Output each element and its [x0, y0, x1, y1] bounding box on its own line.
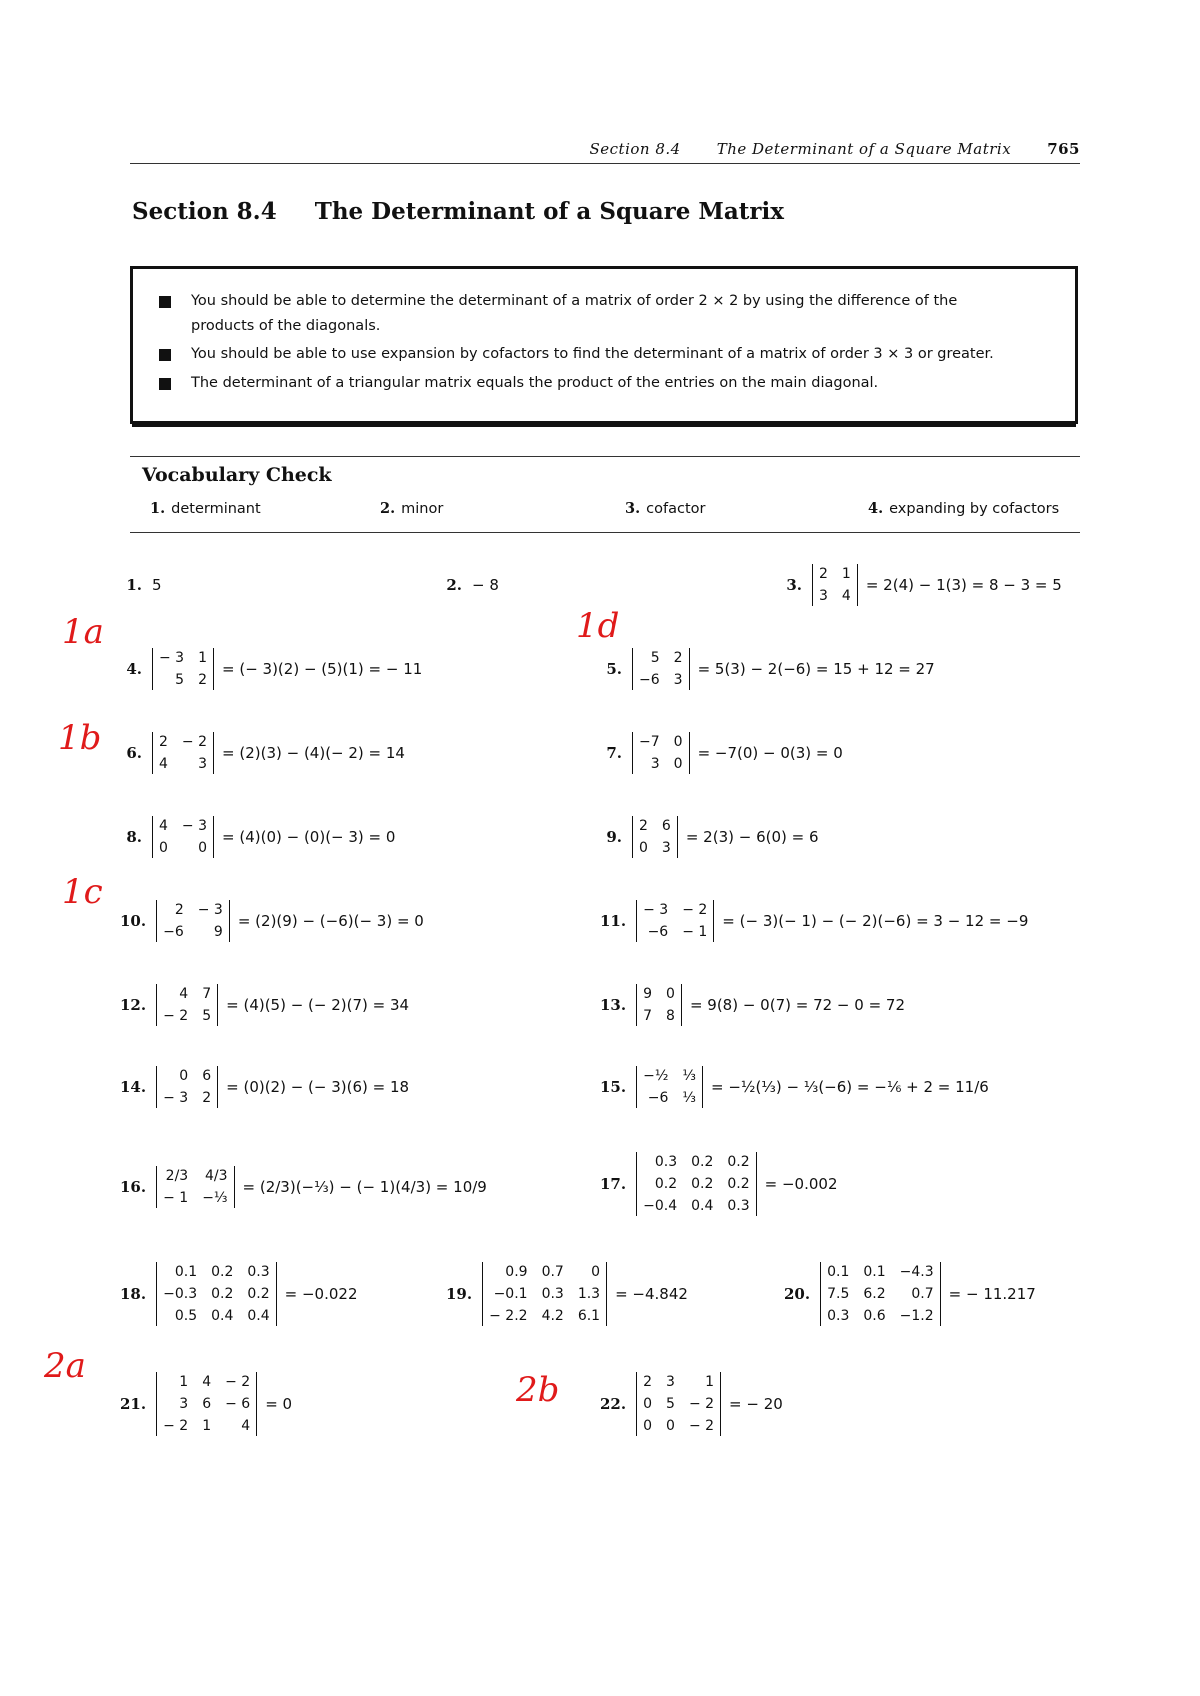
matrix-entry: − 6: [225, 1396, 251, 1412]
matrix-entry: −4.3: [899, 1264, 934, 1280]
matrix-entry: 1: [198, 650, 208, 666]
exercise-4: [120, 648, 422, 690]
determinant-matrix: [636, 1152, 757, 1216]
matrix-entry: 2: [819, 566, 828, 582]
exercise-number: 14.: [120, 1078, 147, 1096]
matrix-entry: 0: [159, 840, 168, 856]
exercise-12: [120, 984, 409, 1026]
section-name: The Determinant of a Square Matrix: [314, 198, 784, 225]
matrix-entry: 7.5: [827, 1286, 850, 1302]
exercise-3: [780, 564, 1062, 606]
matrix-entry: 2: [198, 672, 208, 688]
exercise-8: [120, 816, 395, 858]
matrix-entry: 2: [174, 902, 184, 918]
matrix-entry: 7: [202, 986, 212, 1002]
vocab-item: 2. minor: [380, 500, 444, 517]
matrix-entry: 0: [643, 1396, 653, 1412]
running-header-section: Section 8.4: [589, 140, 681, 158]
matrix-entry: −6: [639, 672, 660, 688]
vocab-top-rule: [130, 456, 1080, 457]
exercise-number: 5.: [606, 660, 622, 678]
matrix-entry: − 3: [159, 650, 185, 666]
exercise-number: 8.: [126, 828, 142, 846]
handwritten-note: 2b: [516, 1370, 560, 1410]
exercise-answer: = (2)(9) − (−6)(− 3) = 0: [237, 912, 424, 930]
matrix-entry: 0.2: [727, 1154, 750, 1170]
determinant-matrix: [156, 1262, 277, 1326]
matrix-entry: −⅓: [202, 1190, 228, 1206]
matrix-entry: 0: [666, 986, 675, 1002]
vocab-item: 1. determinant: [150, 500, 261, 517]
matrix-entry: − 2: [688, 1396, 715, 1412]
exercise-2: [440, 576, 499, 594]
matrix-entry: − 2: [163, 1008, 189, 1024]
matrix-entry: − 1: [163, 1190, 189, 1206]
matrix-entry: 0.2: [691, 1176, 714, 1192]
exercise-answer: = (− 3)(2) − (5)(1) = − 11: [222, 660, 423, 678]
matrix-entry: − 2: [225, 1374, 251, 1390]
exercise-answer: = (4)(5) − (− 2)(7) = 34: [226, 996, 410, 1014]
handwritten-note: 1c: [62, 872, 103, 912]
matrix-entry: −6: [163, 924, 184, 940]
matrix-entry: 0.4: [247, 1308, 270, 1324]
exercise-number: 12.: [120, 996, 147, 1014]
matrix-entry: 4: [241, 1418, 251, 1434]
matrix-entry: 0.2: [247, 1286, 270, 1302]
matrix-entry: 0: [673, 734, 683, 750]
matrix-entry: − 3: [163, 1090, 189, 1106]
determinant-matrix: [632, 648, 690, 690]
matrix-entry: 0: [639, 840, 648, 856]
matrix-entry: 0.3: [541, 1286, 564, 1302]
matrix-entry: 0.3: [727, 1198, 750, 1214]
matrix-entry: 0.2: [691, 1154, 714, 1170]
matrix-entry: 0: [591, 1264, 601, 1280]
matrix-entry: 0.2: [211, 1264, 234, 1280]
determinant-matrix: [812, 564, 858, 606]
matrix-entry: 2/3: [165, 1168, 189, 1184]
handwritten-note: 1a: [62, 612, 104, 652]
matrix-entry: − 3: [643, 902, 669, 918]
matrix-entry: 6: [661, 818, 671, 834]
matrix-entry: 3: [198, 756, 208, 772]
matrix-entry: 2: [673, 650, 683, 666]
matrix-entry: 5: [650, 650, 660, 666]
matrix-entry: 6.2: [863, 1286, 886, 1302]
exercise-number: 11.: [600, 912, 627, 930]
vocab-bottom-rule: [130, 532, 1080, 533]
exercise-answer: − 8: [472, 576, 499, 594]
exercise-21: [120, 1372, 292, 1436]
determinant-matrix: [156, 984, 218, 1026]
matrix-entry: −6: [647, 924, 669, 940]
objectives-box: [130, 266, 1078, 424]
vocab-item: 4. expanding by cofactors: [868, 500, 1060, 517]
matrix-entry: 2: [643, 1374, 653, 1390]
exercise-number: 21.: [120, 1395, 147, 1413]
exercise-answer: = (2)(3) − (4)(− 2) = 14: [222, 744, 405, 762]
matrix-entry: 0.4: [211, 1308, 234, 1324]
matrix-entry: 0.5: [174, 1308, 198, 1324]
matrix-entry: − 2: [163, 1418, 189, 1434]
matrix-entry: − 2.2: [489, 1308, 528, 1324]
matrix-entry: 4: [159, 818, 168, 834]
exercise-9: [600, 816, 819, 858]
matrix-entry: 0.3: [247, 1264, 270, 1280]
exercise-number: 10.: [120, 912, 147, 930]
determinant-matrix: [636, 984, 682, 1026]
matrix-entry: 2: [639, 818, 648, 834]
matrix-entry: 0.3: [654, 1154, 678, 1170]
exercise-number: 2.: [446, 576, 462, 594]
matrix-entry: −0.3: [163, 1286, 198, 1302]
exercise-19: [446, 1262, 688, 1326]
matrix-entry: ⅓: [682, 1090, 696, 1106]
matrix-entry: 4: [841, 588, 851, 604]
matrix-entry: 3: [666, 1374, 675, 1390]
exercise-number: 16.: [120, 1178, 147, 1196]
exercise-number: 4.: [126, 660, 142, 678]
exercise-number: 18.: [120, 1285, 147, 1303]
matrix-entry: −1.2: [899, 1308, 934, 1324]
bullet-square-icon: [159, 378, 171, 390]
exercise-answer: = (2/3)(−⅓) − (− 1)(4/3) = 10/9: [242, 1178, 487, 1196]
objective-item: You should be able to determine the determinant of a matrix of order 2 × 2 by using the difference of the products of the diagonals.: [159, 289, 1021, 339]
exercise-number: 15.: [600, 1078, 627, 1096]
matrix-entry: − 3: [181, 818, 208, 834]
matrix-entry: 3: [673, 672, 683, 688]
exercise-answer: = −0.022: [284, 1285, 358, 1303]
exercise-1: [120, 576, 162, 594]
matrix-entry: 0: [673, 756, 683, 772]
exercise-answer: = (0)(2) − (− 3)(6) = 18: [226, 1078, 410, 1096]
objective-item: The determinant of a triangular matrix equals the product of the entries on the main diagonal.: [159, 371, 1021, 396]
matrix-entry: 1: [841, 566, 851, 582]
matrix-entry: 0.9: [505, 1264, 528, 1280]
exercise-17: [600, 1152, 838, 1216]
section-number: Section 8.4: [132, 198, 277, 225]
matrix-entry: 0: [666, 1418, 675, 1434]
matrix-entry: 1: [202, 1418, 212, 1434]
determinant-matrix: [156, 900, 230, 942]
exercise-7: [600, 732, 843, 774]
exercise-20: [784, 1262, 1036, 1326]
matrix-entry: 9: [643, 986, 653, 1002]
exercise-answer: = (− 3)(− 1) − (− 2)(−6) = 3 − 12 = −9: [722, 912, 1029, 930]
exercise-number: 19.: [446, 1285, 473, 1303]
matrix-entry: 9: [213, 924, 223, 940]
exercise-number: 1.: [126, 576, 142, 594]
determinant-matrix: [820, 1262, 941, 1326]
exercise-number: 13.: [600, 996, 627, 1014]
determinant-matrix: [152, 732, 214, 774]
determinant-matrix: [156, 1372, 257, 1436]
matrix-entry: −7: [639, 734, 660, 750]
matrix-entry: −0.1: [493, 1286, 528, 1302]
determinant-matrix: [636, 1066, 703, 1108]
section-title: [132, 198, 784, 225]
exercise-answer: = 2(4) − 1(3) = 8 − 3 = 5: [865, 576, 1062, 594]
matrix-entry: 0.1: [863, 1264, 886, 1280]
matrix-entry: 0.1: [174, 1264, 198, 1280]
matrix-entry: −½: [643, 1068, 669, 1084]
handwritten-note: 1b: [58, 718, 102, 758]
determinant-matrix: [482, 1262, 607, 1326]
exercise-11: [600, 900, 1028, 942]
matrix-entry: 4.2: [541, 1308, 564, 1324]
matrix-entry: 8: [666, 1008, 675, 1024]
matrix-entry: 2: [159, 734, 168, 750]
exercise-answer: = (4)(0) − (0)(− 3) = 0: [222, 828, 396, 846]
exercise-15: [600, 1066, 989, 1108]
running-header: [130, 140, 1080, 158]
matrix-entry: 3: [650, 756, 660, 772]
exercise-answer: = − 11.217: [948, 1285, 1036, 1303]
exercise-22: [600, 1372, 783, 1436]
matrix-entry: 0: [198, 840, 208, 856]
exercise-number: 22.: [600, 1395, 627, 1413]
matrix-entry: 0: [179, 1068, 189, 1084]
matrix-entry: 6: [202, 1396, 212, 1412]
header-rule: [130, 163, 1080, 164]
matrix-entry: −0.4: [643, 1198, 678, 1214]
determinant-matrix: [152, 816, 214, 858]
vocab-item: 3. cofactor: [625, 500, 706, 517]
exercise-number: 3.: [786, 576, 802, 594]
determinant-matrix: [632, 732, 690, 774]
matrix-entry: 3: [661, 840, 671, 856]
matrix-entry: 0.7: [911, 1286, 934, 1302]
bullet-square-icon: [159, 296, 171, 308]
matrix-entry: 5: [666, 1396, 675, 1412]
matrix-entry: 5: [175, 672, 185, 688]
matrix-entry: 0.7: [541, 1264, 564, 1280]
exercise-answer: 5: [152, 576, 162, 594]
page-number: 765: [1047, 140, 1080, 158]
matrix-entry: 1: [179, 1374, 189, 1390]
matrix-entry: 0.1: [827, 1264, 850, 1280]
matrix-entry: 0: [643, 1418, 653, 1434]
matrix-entry: ⅓: [682, 1068, 696, 1084]
exercise-answer: = − 20: [729, 1395, 783, 1413]
exercise-answer: = 0: [265, 1395, 293, 1413]
matrix-entry: 5: [202, 1008, 212, 1024]
matrix-entry: 6: [202, 1068, 212, 1084]
matrix-entry: 2: [202, 1090, 212, 1106]
matrix-entry: − 3: [197, 902, 223, 918]
exercise-answer: = −0.002: [764, 1175, 838, 1193]
matrix-entry: 4: [179, 986, 189, 1002]
exercise-number: 17.: [600, 1175, 627, 1193]
handwritten-note: 1d: [576, 606, 620, 646]
exercise-answer: = 5(3) − 2(−6) = 15 + 12 = 27: [697, 660, 935, 678]
determinant-matrix: [152, 648, 214, 690]
determinant-matrix: [632, 816, 678, 858]
matrix-entry: 0.2: [727, 1176, 750, 1192]
matrix-entry: 0.2: [211, 1286, 234, 1302]
objective-item: You should be able to use expansion by cofactors to find the determinant of a matrix of order 3 × 3 or greater.: [159, 342, 1021, 367]
exercise-number: 20.: [784, 1285, 811, 1303]
matrix-entry: 3: [819, 588, 828, 604]
matrix-entry: 4/3: [204, 1168, 228, 1184]
matrix-entry: 4: [202, 1374, 212, 1390]
matrix-entry: 7: [643, 1008, 653, 1024]
matrix-entry: 0.2: [654, 1176, 678, 1192]
exercise-10: [120, 900, 424, 942]
determinant-matrix: [636, 900, 714, 942]
matrix-entry: 0.3: [827, 1308, 850, 1324]
handwritten-note: 2a: [44, 1346, 86, 1386]
exercise-answer: = 9(8) − 0(7) = 72 − 0 = 72: [689, 996, 906, 1014]
exercise-5: [600, 648, 935, 690]
vocab-title: Vocabulary Check: [142, 464, 332, 486]
exercise-answer: = −½(⅓) − ⅓(−6) = −⅙ + 2 = 11/6: [711, 1078, 989, 1096]
matrix-entry: 3: [179, 1396, 189, 1412]
matrix-entry: 4: [159, 756, 168, 772]
matrix-entry: 1.3: [577, 1286, 601, 1302]
bullet-square-icon: [159, 349, 171, 361]
exercise-answer: = −4.842: [615, 1285, 688, 1303]
matrix-entry: 0.6: [863, 1308, 886, 1324]
exercise-18: [120, 1262, 358, 1326]
matrix-entry: − 2: [688, 1418, 715, 1434]
matrix-entry: −6: [647, 1090, 669, 1106]
exercise-answer: = −7(0) − 0(3) = 0: [697, 744, 843, 762]
matrix-entry: 6.1: [577, 1308, 601, 1324]
exercise-number: 6.: [126, 744, 142, 762]
matrix-entry: − 2: [682, 902, 708, 918]
matrix-entry: 0.4: [691, 1198, 714, 1214]
matrix-entry: − 1: [682, 924, 708, 940]
exercise-number: 9.: [606, 828, 622, 846]
determinant-matrix: [156, 1066, 218, 1108]
running-header-title: The Determinant of a Square Matrix: [716, 140, 1012, 158]
exercise-number: 7.: [606, 744, 622, 762]
exercise-16: [120, 1166, 487, 1208]
determinant-matrix: [156, 1166, 234, 1208]
exercise-6: [120, 732, 405, 774]
exercise-answer: = 2(3) − 6(0) = 6: [685, 828, 819, 846]
matrix-entry: − 2: [181, 734, 208, 750]
exercise-14: [120, 1066, 409, 1108]
matrix-entry: 1: [705, 1374, 715, 1390]
exercise-13: [600, 984, 905, 1026]
determinant-matrix: [636, 1372, 721, 1436]
